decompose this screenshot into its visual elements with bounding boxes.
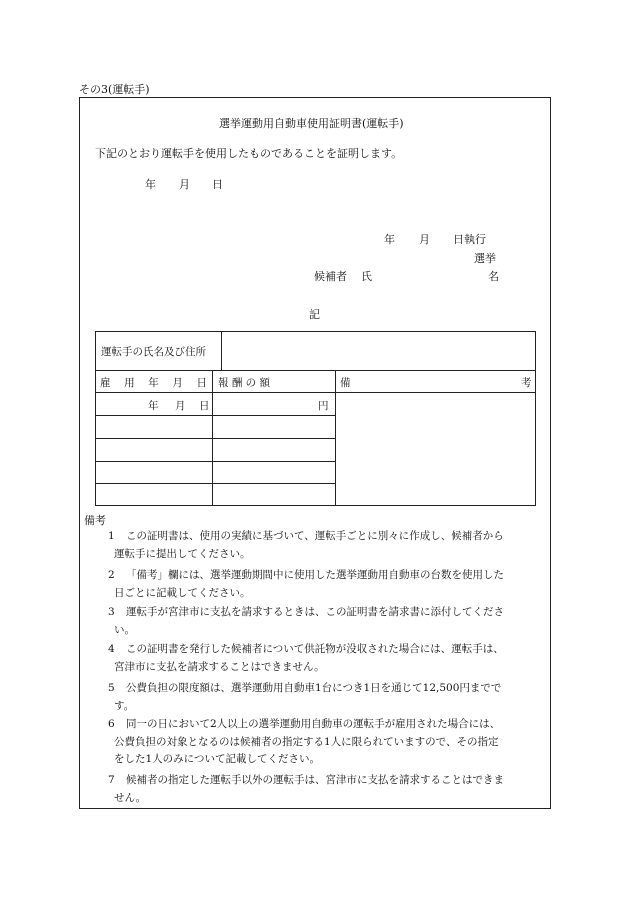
note-line: い。 — [114, 623, 135, 636]
note-line: この証明書は、使用の実績に基づいて、運転手ごとに別々に作成し、候補者から — [126, 530, 504, 542]
note-line: 公費負担の限度額は、選挙運動用自動車1台につき1日を通じて12,500円までで — [126, 682, 502, 694]
row-yen: 円 — [318, 400, 329, 412]
note-item — [108, 641, 542, 676]
row-month: 月 — [175, 400, 186, 412]
col-divider — [335, 370, 336, 505]
note-number: 3 — [108, 606, 115, 618]
note-line: 宮津市に支払を請求することはできません。 — [114, 660, 325, 673]
row-line — [96, 483, 335, 484]
pay-header: 報 酬 の 額 — [218, 377, 271, 389]
row-line — [96, 392, 535, 393]
note-line: 「備考」欄には、選挙運動期間中に使用した選挙運動用自動車の台数を使用した — [126, 569, 504, 581]
note-number: 7 — [108, 774, 115, 786]
note-line: す。 — [114, 699, 135, 712]
note-number: 4 — [108, 643, 115, 655]
document-title: 選挙運動用自動車使用証明書(運転手) — [219, 117, 404, 130]
note-item — [108, 680, 542, 715]
exec-day: 日執行 — [453, 233, 486, 246]
note-line: この証明書を発行した候補者について供託物が没収された場合には、運転手は、 — [126, 643, 504, 655]
note-line: 候補者の指定した運転手以外の運転手は、宮津市に支払を請求することはできま — [126, 774, 504, 786]
note-number: 1 — [108, 530, 115, 542]
remarks-header-1: 備 — [340, 377, 351, 389]
col-divider — [212, 370, 213, 505]
issue-year: 年 — [145, 178, 156, 191]
election-label: 選挙 — [474, 252, 496, 265]
candidate-label: 候補者 — [314, 270, 347, 283]
row-line — [96, 438, 335, 439]
exec-month: 月 — [419, 233, 430, 246]
note-line: 同一の日において2人以上の選挙運動用自動車の運転手が雇用された場合には、 — [126, 718, 501, 730]
hire-date-header: 雇 用 年 月 日 — [100, 377, 207, 389]
note-line: せん。 — [114, 791, 147, 804]
exec-year: 年 — [384, 233, 395, 246]
row-line — [96, 461, 335, 462]
note-number: 6 — [108, 718, 115, 730]
driver-divider — [221, 332, 222, 370]
candidate-shi: 氏 — [361, 270, 372, 283]
driver-label: 運転手の氏名及び住所 — [101, 346, 206, 358]
issue-month: 月 — [179, 178, 190, 191]
note-item — [108, 528, 542, 563]
note-line: 日ごとに記載してください。 — [114, 586, 251, 599]
row-line — [96, 370, 535, 371]
form-label: その3(運転手) — [79, 83, 150, 96]
note-item — [108, 567, 542, 602]
note-line: 運転手に提出してください。 — [114, 547, 251, 560]
row-line — [96, 415, 335, 416]
intro-text: 下記のとおり運転手を使用したものであることを証明します。 — [95, 147, 403, 160]
note-item — [108, 604, 542, 639]
note-line: 運転手が宮津市に支払を請求するときは、この証明書を請求書に添付してくださ — [126, 606, 504, 618]
row-day: 日 — [199, 400, 210, 412]
ki-label: 記 — [309, 308, 320, 321]
note-item — [108, 772, 542, 807]
candidate-mei: 名 — [488, 270, 499, 283]
note-number: 5 — [108, 682, 115, 694]
note-line: 公費負担の対象となるのは候補者の指定する1人に限られていますので、その指定 — [114, 735, 499, 748]
note-number: 2 — [108, 569, 115, 581]
note-item — [108, 716, 542, 769]
issue-day: 日 — [212, 178, 223, 191]
note-line: をした1人のみについて記載してください。 — [114, 753, 320, 765]
remarks-header-2: 考 — [521, 377, 532, 389]
notes-title: 備考 — [84, 514, 106, 527]
row-year: 年 — [148, 400, 159, 412]
